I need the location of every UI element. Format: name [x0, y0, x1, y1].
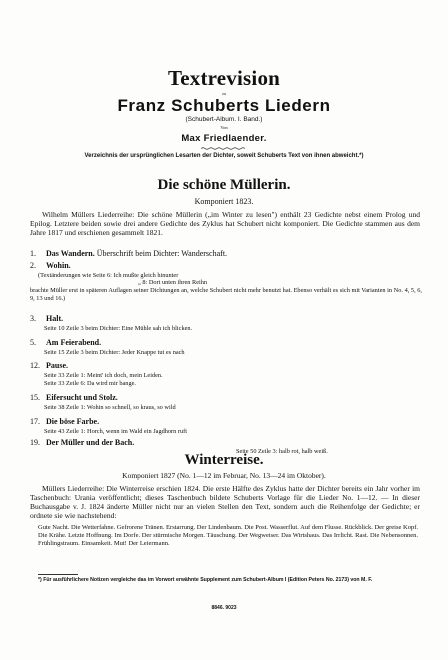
variant-line: Seite 50 Zeile 3: halb rot, halb weiß. [236, 448, 328, 455]
winterreise-intro: Müllers Liederreihe: Die Winterreise erschien 1824. Die erste Hälfte des Zyklus hatte der Dichter bereits ein Jahr vorher im Taschenbuch: Urania veröffentlicht; dieses Taschenbuch bildete Schuberts Vorlage für die Lieder No. 1—12. — In dieser Buchausgabe v. J. 1824 änderte Müller nicht nur an vielen Stellen den Text, sondern auch die Reihenfolge der Gedichte; er ordnete sie wie nachstehend: [30, 484, 420, 520]
variant-line: Seite 33 Zeile 6: Da wird mir bange. [44, 380, 136, 387]
song-number: 15. [30, 393, 40, 402]
section-heading-winterreise: Winterreise. [184, 452, 264, 468]
song-item-1 [30, 249, 420, 258]
song-title: Halt. [46, 314, 64, 323]
song-item-3 [30, 314, 420, 323]
song-number: 3. [30, 314, 36, 323]
composed-date-muellerin: Komponiert 1823. [194, 197, 254, 206]
footnote-divider [38, 574, 78, 575]
variant-line: Seite 38 Zeile 1: Wohin so schnell, so kraus, so wild [44, 404, 176, 411]
song-title: Pause. [46, 361, 68, 370]
song-item-2 [30, 261, 420, 270]
song-number: 2. [30, 261, 36, 270]
song-item-19 [30, 438, 420, 447]
song-title: Die böse Farbe. [46, 417, 100, 426]
page-number: 8846. 9023 [211, 605, 237, 611]
song-title: Eifersucht und Stolz. [46, 393, 118, 402]
song-number: 19. [30, 438, 40, 447]
song-number: 12. [30, 361, 40, 370]
song-title: Am Feierabend. [46, 338, 102, 347]
variant-line: Seite 43 Zeile 1: Horch, wenn im Wald ein Jagdhorn ruft [44, 428, 187, 435]
von-label: Von [220, 125, 228, 130]
composer-title: Franz Schuberts Liedern [117, 96, 331, 115]
song-item-15 [30, 393, 420, 402]
author-name: Max Friedlaender. [181, 133, 267, 144]
song-title: Das Wandern. [46, 249, 95, 258]
song-number: 17. [30, 417, 40, 426]
composed-date-winterreise: Komponiert 1827 (No. 1—12 im Februar, No. 13—24 im Oktober). [122, 471, 326, 480]
song-note: Überschrift beim Dichter: Wanderschaft. [94, 249, 228, 258]
variant-line: Seite 15 Zeile 3 beim Dichter: Jeder Knappe tut es nach [44, 349, 185, 356]
song-item-17 [30, 417, 420, 426]
section-heading-muellerin: Die schöne Müllerin. [157, 177, 291, 193]
song-item-5 [30, 338, 420, 347]
winterreise-song-order: Gute Nacht. Die Wetterfahne. Gefrorene Tränen. Erstarrung. Der Lindenbaum. Die Post. Wasserflut. Auf dem Flusse. Rückblick. Der greise Kopf. Die Krähe. Letzte Hoffnung. Im Dorfe. Der stürmische Morgen. Täuschung. Der Wegweiser. Das Wirtshaus. Das Irrlicht. Rast. Die Nebensonnen. Frühlingstraum. Einsamkeit. Mut! Der Leiermann. [38, 524, 418, 547]
variant-line: Seite 10 Zeile 3 beim Dichter: Eine Mühle sah ich blicken. [44, 325, 193, 332]
song-title: Wohin. [46, 261, 71, 270]
variant-line: „ 8: Dort unten ihren Reihn [138, 279, 208, 286]
variant-line: Seite 33 Zeile 1: Meint' ich doch, mein Leiden. [44, 372, 163, 379]
intro-note: Verzeichnis der ursprünglichen Lesarten der Dichter, soweit Schuberts Text von ihnen abweicht.*) [84, 153, 364, 159]
variant-note: brachte Müller erst in späteren Auflagen seiner Dichtungen an, welche Schubert nicht mehr benutzt hat. Ebenso verhält es sich mit Varianten in No. 4, 5, 6, 9, 13 und 16.) [30, 287, 422, 302]
variant-line: (Textänderungen wie Seite 6: Ich mußte gleich hinunter [38, 272, 179, 279]
song-title: Der Müller und der Bach. [46, 438, 135, 447]
subtitle: (Schubert-Album. I. Band.) [185, 116, 263, 123]
zu-label: zu [222, 91, 226, 96]
song-number: 1. [30, 249, 36, 258]
song-number: 5. [30, 338, 36, 347]
muellerin-intro: Wilhelm Müllers Liederreihe: Die schöne Müllerin („im Winter zu lesen") enthält 23 Gedichte nebst einem Prolog und Epilog. Letztere beiden sowie drei andere Gedichte des Zyklus hat Schubert nicht komponiert. Die Gedichte stammen aus dem Jahre 1817 und erschienen gesammelt 1821. [30, 210, 420, 237]
footnote: *) Für ausführlichere Notizen vergleiche das im Vorwort erwähnte Supplement zum Schubert-Album I (Edition Peters No. 2173) von M. F. [38, 577, 373, 583]
song-item-12 [30, 361, 420, 370]
ornament-divider [0, 147, 448, 150]
page-title: Textrevision [167, 66, 281, 90]
